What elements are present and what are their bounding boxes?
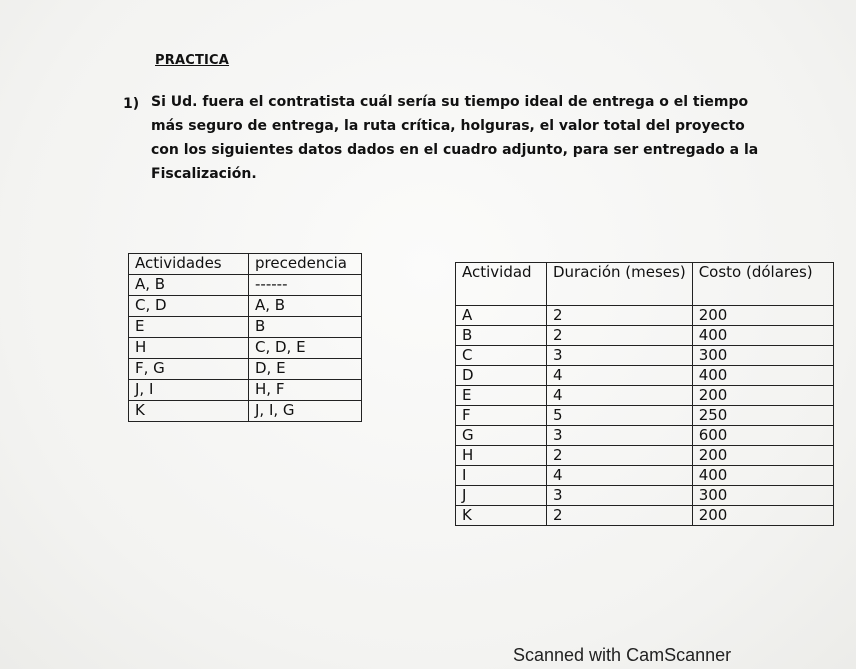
table-row — [129, 401, 362, 422]
table-cell: B — [456, 326, 547, 346]
table-row — [456, 346, 834, 366]
table-cell: 300 — [692, 346, 833, 366]
table-cell: F, G — [129, 359, 249, 380]
table-cell: 2 — [547, 446, 693, 466]
table-header-cell: Costo (dólares) — [692, 263, 833, 306]
table-cell: 3 — [547, 486, 693, 506]
table-row — [456, 506, 834, 526]
table-header-cell: Duración (meses) — [547, 263, 693, 306]
table-cell: A, B — [249, 296, 362, 317]
table-row — [456, 486, 834, 506]
table-row — [456, 366, 834, 386]
table-row — [129, 338, 362, 359]
table-cell: 4 — [547, 366, 693, 386]
table-cell: H — [456, 446, 547, 466]
precedence-table — [128, 253, 362, 422]
page-title: PRACTICA — [155, 53, 230, 68]
table-row — [456, 406, 834, 426]
table-row — [456, 326, 834, 346]
table-cell: H — [129, 338, 249, 359]
scanner-watermark: Scanned with CamScanner — [513, 645, 732, 665]
table-cell: A, B — [129, 275, 249, 296]
question-text: Si Ud. fuera el contratista cuál sería su tiempo ideal de entrega o el tiempo más seguro de entrega, la ruta crítica, holguras, el valor total del proyecto con los siguientes datos dados en el cuadro adjunto, para ser entregado a la Fiscalización. — [151, 94, 759, 182]
table-cell: 600 — [692, 426, 833, 446]
table-cell: 5 — [547, 406, 693, 426]
table-cell: 200 — [692, 386, 833, 406]
table-cell: ------ — [249, 275, 362, 296]
table-cell: J, I — [129, 380, 249, 401]
table-row — [456, 466, 834, 486]
table-header-cell: Actividad — [456, 263, 547, 306]
table-cell: 200 — [692, 446, 833, 466]
table-cell: B — [249, 317, 362, 338]
table-header-row — [129, 254, 362, 275]
table-cell: J — [456, 486, 547, 506]
table-cell: 4 — [547, 386, 693, 406]
table-header-cell: precedencia — [249, 254, 362, 275]
table-cell: G — [456, 426, 547, 446]
table-header-cell: Actividades — [129, 254, 249, 275]
table-cell: E — [456, 386, 547, 406]
table-row — [129, 275, 362, 296]
table-cell: 2 — [547, 506, 693, 526]
table-cell: 300 — [692, 486, 833, 506]
table-row — [456, 306, 834, 326]
table-cell: 400 — [692, 326, 833, 346]
table-cell: 2 — [547, 326, 693, 346]
table-cell: D — [456, 366, 547, 386]
table-row — [129, 359, 362, 380]
table-cell: 3 — [547, 426, 693, 446]
table-cell: C, D — [129, 296, 249, 317]
table-cell: 400 — [692, 466, 833, 486]
activity-table — [455, 262, 834, 526]
table-cell: J, I, G — [249, 401, 362, 422]
table-cell: I — [456, 466, 547, 486]
table-cell: K — [129, 401, 249, 422]
question-number: 1) — [123, 96, 140, 112]
table-row — [129, 296, 362, 317]
table-row — [129, 317, 362, 338]
table-cell: A — [456, 306, 547, 326]
table-cell: 4 — [547, 466, 693, 486]
table-header-row — [456, 263, 834, 306]
table-cell: E — [129, 317, 249, 338]
table-cell: C, D, E — [249, 338, 362, 359]
table-cell: H, F — [249, 380, 362, 401]
table-cell: 250 — [692, 406, 833, 426]
table-cell: 2 — [547, 306, 693, 326]
table-cell: 3 — [547, 346, 693, 366]
table-cell: 400 — [692, 366, 833, 386]
table-cell: F — [456, 406, 547, 426]
table-row — [456, 386, 834, 406]
table-row — [456, 426, 834, 446]
table-cell: D, E — [249, 359, 362, 380]
table-cell: 200 — [692, 506, 833, 526]
table-cell: C — [456, 346, 547, 366]
table-row — [129, 380, 362, 401]
table-cell: K — [456, 506, 547, 526]
table-cell: 200 — [692, 306, 833, 326]
table-row — [456, 446, 834, 466]
